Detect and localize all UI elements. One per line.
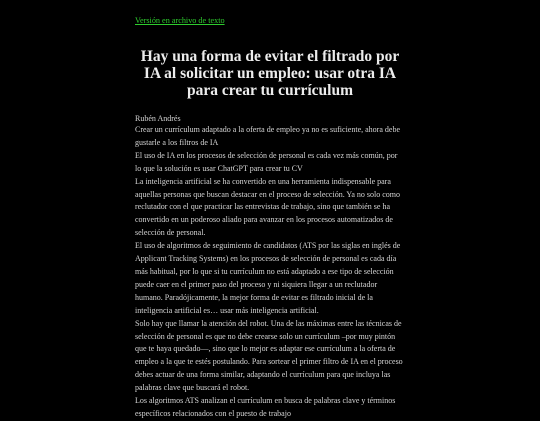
author-name: Rubén Andrés	[135, 114, 181, 123]
paragraph-body: Solo hay que llamar la atención del robot. Una de las máximas entre las técnicas de selección de personal es que no debe crearse solo un currículum –por muy pintón que te haya quedado—, sino que lo mejor es adaptar ese currículum a la oferta de empleo a la que te estés postulando. Para sortear el primer filtro de IA en el proceso debes actuar de una forma similar, adaptando el currículum para que incluya las palabras clave que buscará el robot.	[135, 318, 403, 393]
text-version-link[interactable]: Versión en archivo de texto	[135, 16, 225, 25]
article-title: Hay una forma de evitar el filtrado por IA al solicitar un empleo: usar otra IA para crear tu currículum	[140, 48, 400, 99]
paragraph-body: Los algoritmos ATS analizan el currículum en busca de palabras clave y términos específicos relacionados con el puesto de trabajo	[135, 396, 396, 418]
paragraph-summary: El uso de IA en los procesos de selección de personal es cada vez más común, por lo que la solución es usar ChatGPT para crear tu CV	[135, 150, 398, 173]
paragraph-subtitle: Crear un currículum adaptado a la oferta de empleo ya no es suficiente, ahora debe gustarle a los filtros de IA	[135, 125, 400, 147]
paragraph-body: La inteligencia artificial se ha convertido en una herramienta indispensable para aquellas personas que buscan destacar en el proceso de selección. Ya no solo como reclutador con el que practicar las entrevistas de trabajo, sino que también se ha convertido en un poderoso aliado para avanzar en los procesos automatizados de selección de personal.	[135, 176, 401, 238]
paragraph-body: El uso de algoritmos de seguimiento de candidatos (ATS por las siglas en inglés de Applicant Tracking Systems) en los procesos de selección de personal es cada día más habitual, por lo que si tu currículum no está adaptado a ese tipo de selección puede caer en el primer paso del proceso y ni siquiera llegar a un reclutador humano. Paradójicamente, la mejor forma de evitar es filtrado inicial de la inteligencia artificial es… usar más inteligencia artificial.	[135, 241, 401, 315]
article-container	[135, 10, 405, 421]
